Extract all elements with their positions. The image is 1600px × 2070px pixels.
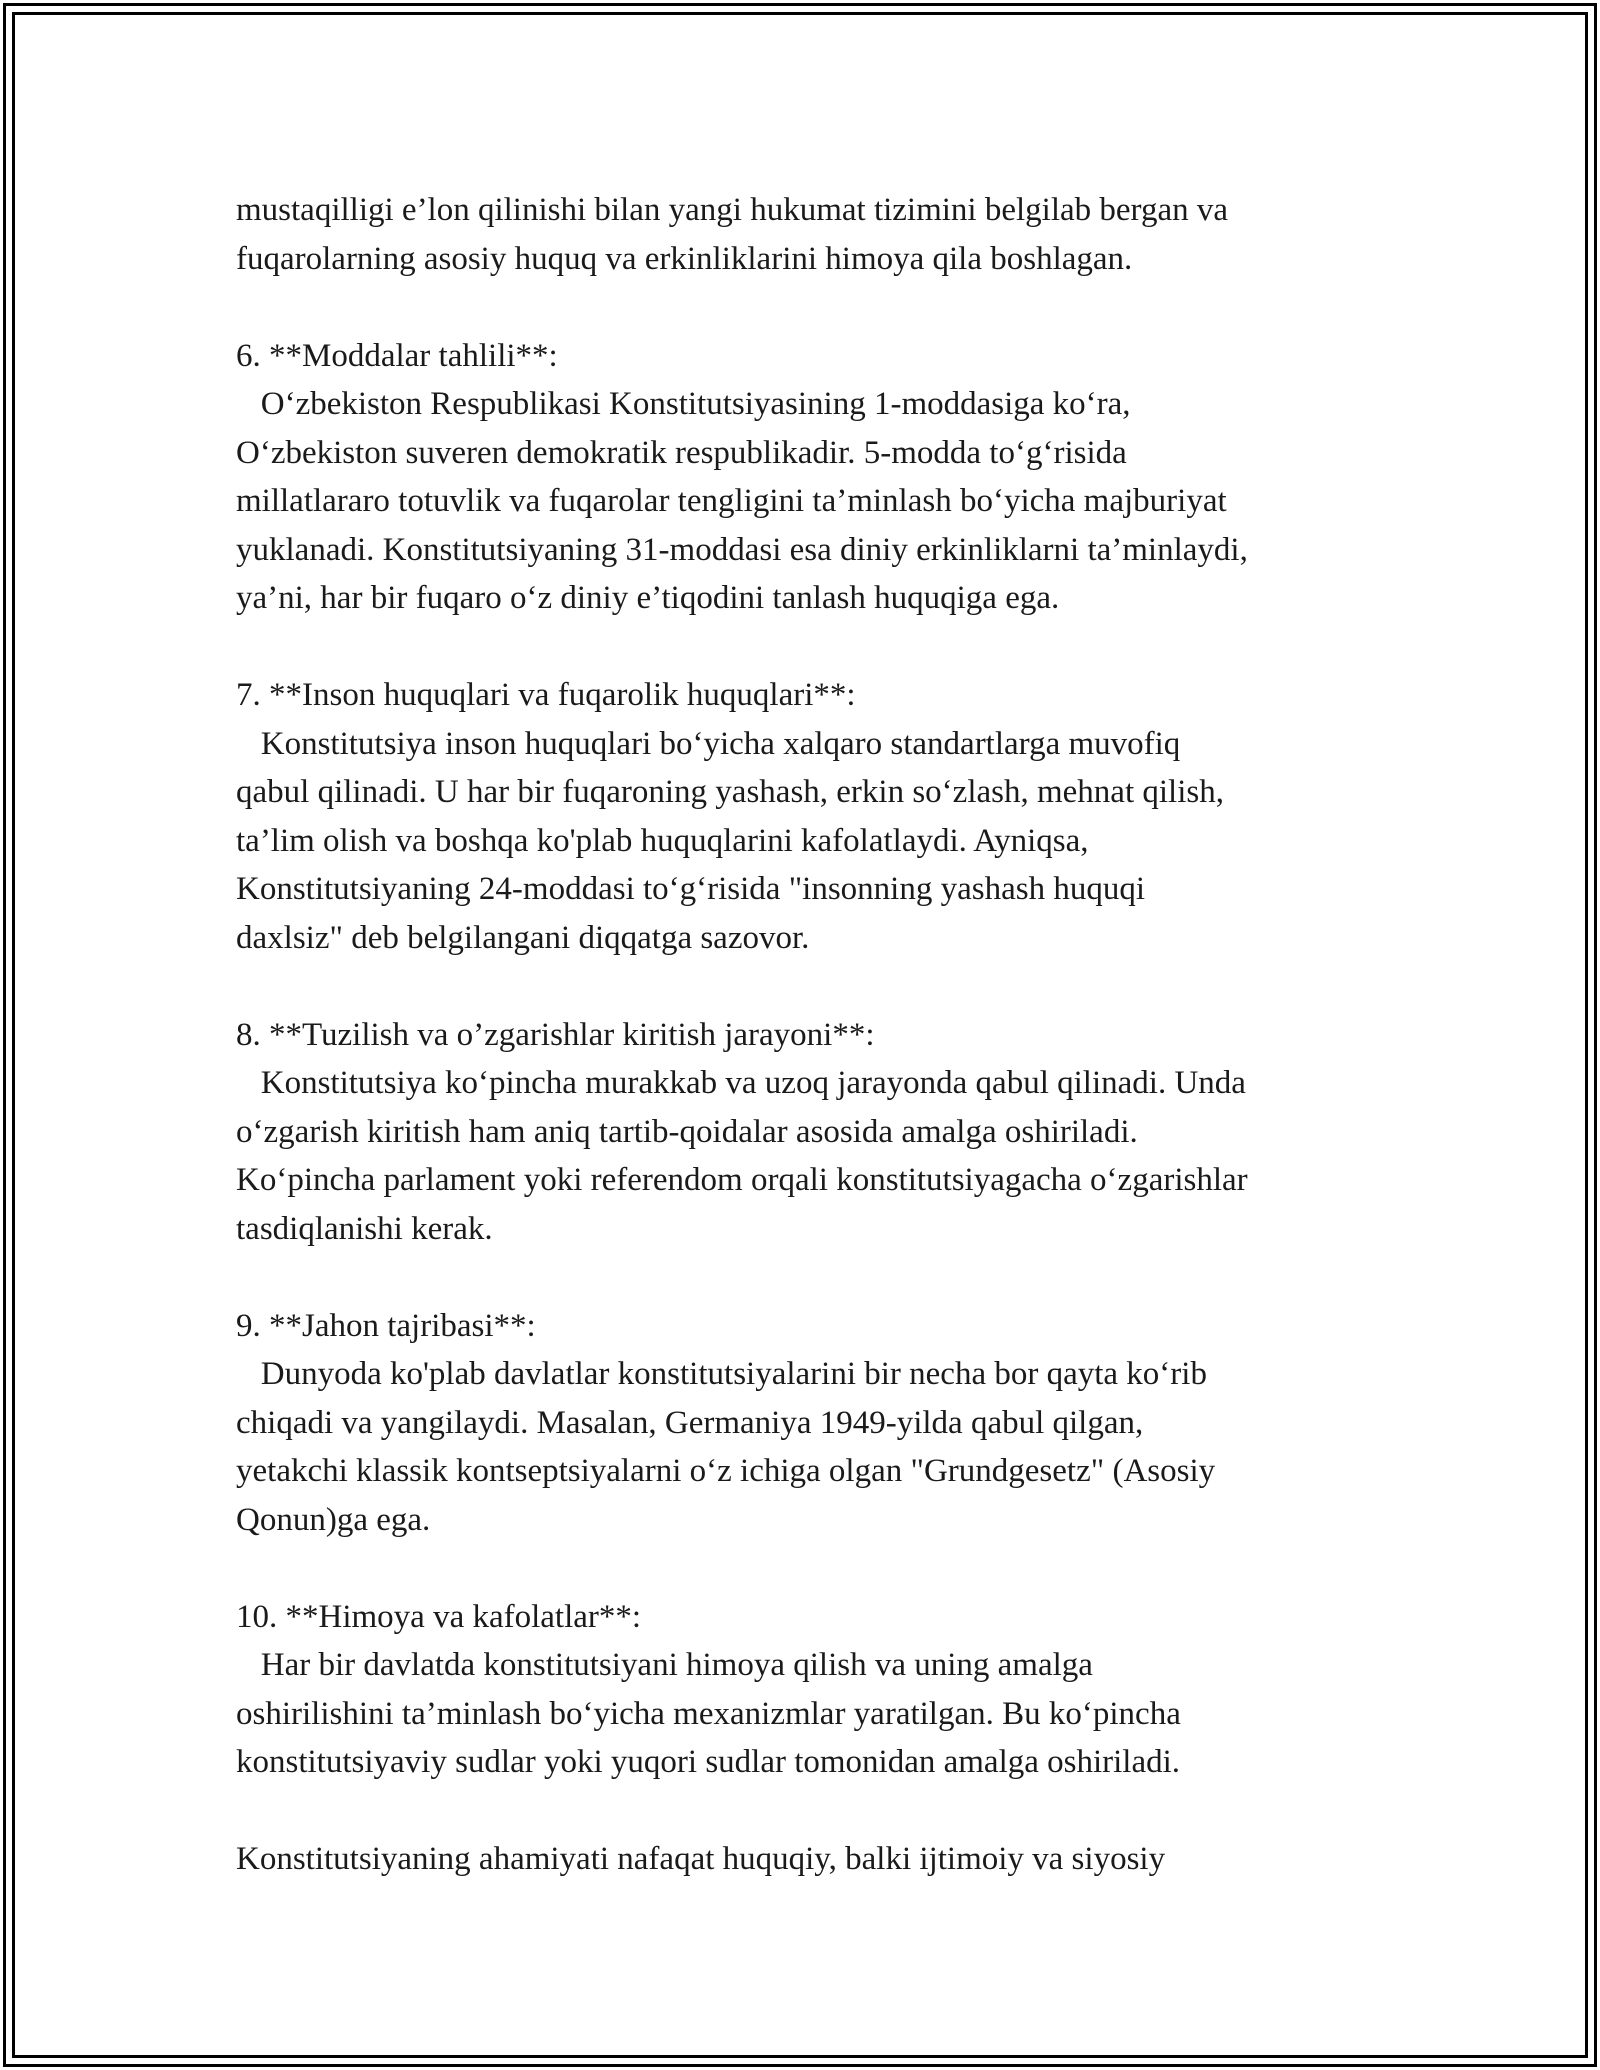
text-line: O‘zbekiston Respublikasi Konstitutsiyasining 1-moddasiga ko‘ra, xyxy=(236,386,1131,422)
section-heading-10: 10. **Himoya va kafolatlar**: xyxy=(236,1598,642,1635)
text-line: ta’lim olish va boshqa ko'plab huquqlarini kafolatlaydi. Ayniqsa, xyxy=(236,822,1089,859)
text-line: mustaqilligi e’lon qilinishi bilan yangi hukumat tizimini belgilab bergan va xyxy=(236,192,1228,228)
text-line: daxlsiz" deb belgilangani diqqatga sazovor. xyxy=(236,919,810,956)
blank-line xyxy=(236,1787,1396,1836)
blank-line xyxy=(236,1544,1396,1593)
section-heading-7: 7. **Inson huquqlari va fuqarolik huquqlari**: xyxy=(236,677,856,713)
text-line: qabul qilinadi. U har bir fuqaroning yashash, erkin so‘zlash, mehnat qilish, xyxy=(236,774,1224,810)
text-line: fuqarolarning asosiy huquq va erkinliklarini himoya qila boshlagan. xyxy=(236,240,1133,277)
text-line: tasdiqlanishi kerak. xyxy=(236,1210,493,1247)
blank-line xyxy=(236,283,1396,332)
text-line: o‘zgarish kiritish ham aniq tartib-qoidalar asosida amalga oshiriladi. xyxy=(236,1113,1138,1150)
text-line: Qonun)ga ega. xyxy=(236,1501,431,1538)
text-line: Har bir davlatda konstitutsiyani himoya qilish va uning amalga xyxy=(236,1647,1093,1683)
blank-line xyxy=(236,1253,1396,1302)
text-line: Konstitutsiyaning 24-moddasi to‘g‘risida "insonning yashash huquqi xyxy=(236,871,1145,907)
blank-line xyxy=(236,962,1396,1011)
text-line: millatlararo totuvlik va fuqarolar tengligini ta’minlash bo‘yicha majburiyat xyxy=(236,483,1227,519)
text-line: Ko‘pincha parlament yoki referendom orqali konstitutsiyagacha o‘zgarishlar xyxy=(236,1162,1248,1198)
text-line: yetakchi klassik kontseptsiyalarni o‘z ichiga olgan "Grundgesetz" (Asosiy xyxy=(236,1453,1216,1489)
text-line: Konstitutsiya ko‘pincha murakkab va uzoq jarayonda qabul qilinadi. Unda xyxy=(236,1065,1246,1101)
text-line: Konstitutsiya inson huquqlari bo‘yicha xalqaro standartlarga muvofiq xyxy=(236,725,1181,762)
text-line: yuklanadi. Konstitutsiyaning 31-moddasi esa diniy erkinliklarni ta’minlaydi, xyxy=(236,531,1248,568)
text-line: konstitutsiyaviy sudlar yoki yuqori sudlar tomonidan amalga oshiriladi. xyxy=(236,1744,1181,1780)
text-line: Konstitutsiyaning ahamiyati nafaqat huquqiy, balki ijtimoiy va siyosiy xyxy=(236,1841,1166,1877)
document-body xyxy=(236,186,1396,1884)
blank-line xyxy=(236,623,1396,672)
section-heading-9: 9. **Jahon tajribasi**: xyxy=(236,1307,536,1344)
text-line: chiqadi va yangilaydi. Masalan, Germaniya 1949-yilda qabul qilgan, xyxy=(236,1404,1144,1441)
text-line: O‘zbekiston suveren demokratik respublikadir. 5-modda to‘g‘risida xyxy=(236,434,1127,471)
section-heading-8: 8. **Tuzilish va o’zgarishlar kiritish jarayoni**: xyxy=(236,1016,875,1053)
text-line: oshirilishini ta’minlash bo‘yicha mexanizmlar yaratilgan. Bu ko‘pincha xyxy=(236,1695,1181,1732)
text-line: ya’ni, har bir fuqaro o‘z diniy e’tiqodini tanlash huquqiga ega. xyxy=(236,580,1060,616)
text-line: Dunyoda ko'plab davlatlar konstitutsiyalarini bir necha bor qayta ko‘rib xyxy=(236,1356,1207,1392)
section-heading-6: 6. **Moddalar tahlili**: xyxy=(236,337,558,374)
